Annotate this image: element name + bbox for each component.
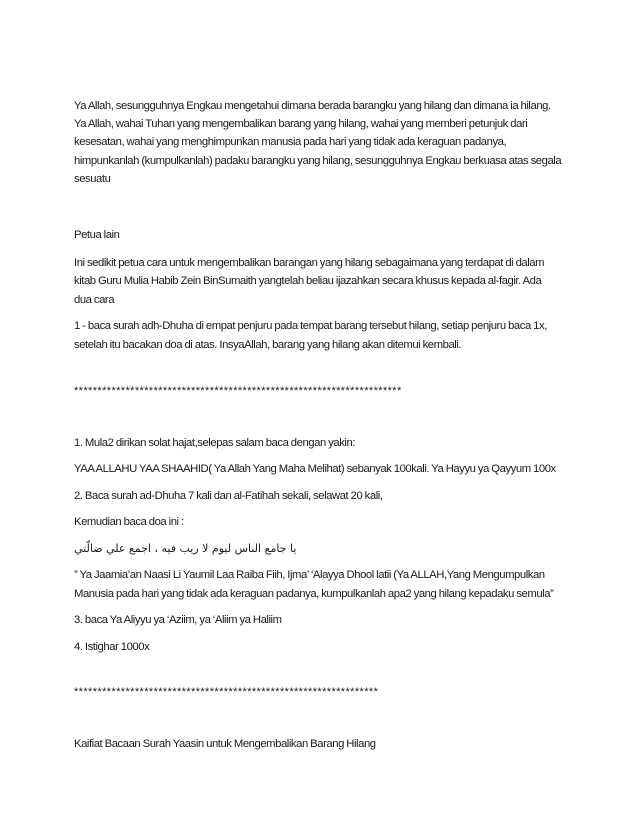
list-item-4: 4. Istighar 1000x xyxy=(74,640,150,653)
intro-line: Ya Allah, wahai Tuhan yang mengembalikan barang yang hilang, wahai yang memberi petunjuk dari xyxy=(74,118,528,131)
transliteration-paragraph xyxy=(74,566,574,603)
list-item-2: 2. Baca surah ad-Dhuha 7 kali dan al-Fatihah sekali, selawat 20 kali, xyxy=(74,489,383,502)
petua-line: Ini sedikit petua cara untuk mengembalikan barangan yang hilang sebagaimana yang terdapat di dalam xyxy=(74,256,545,269)
arabic-doa: يا جامع الناس ليوم لا ريب فيه ، اجمع علي ضالّتي xyxy=(74,541,297,555)
intro-line: sesuatu xyxy=(74,172,111,185)
intro-paragraph xyxy=(74,97,574,188)
list-item-1-dhikr: YAA ALLAHU YAA SHAAHID( Ya Allah Yang Maha Melihat) sebanyak 100kali. Ya Hayyu ya Qayyum 100x xyxy=(74,463,556,476)
petua-line: dua cara xyxy=(74,293,115,306)
separator-line: ***************************************************************** xyxy=(74,686,379,699)
step-one-line: setelah itu bacakan doa di atas. InsyaAllah, barang yang hilang akan ditemui kembali. xyxy=(74,338,462,351)
list-item-1: 1. Mula2 dirikan solat hajat,selepas salam baca dengan yakin: xyxy=(74,436,356,449)
kemudian-line: Kemudian baca doa ini : xyxy=(74,516,184,529)
transliteration-line: Manusia pada hari yang tidak ada keraguan padanya, kumpulkanlah apa2 yang hilang kepadaku semula” xyxy=(74,587,554,600)
intro-line: kesesatan, wahai yang menghimpunkan manusia pada hari yang tidak ada keraguan padanya, xyxy=(74,136,507,149)
document-body xyxy=(74,97,574,754)
step-one-line: 1 - baca surah adh-Dhuha di empat penjuru pada tempat barang tersebut hilang, setiap penjuru baca 1x, xyxy=(74,320,547,333)
petua-heading: Petua lain xyxy=(74,229,120,242)
transliteration-line: ” Ya Jaamia’an Naasi Li Yaumil Laa Raiba Fiih, Ijma’ ‘Alayya Dhool latii (Ya ALLAH,Yang Mengumpulkan xyxy=(74,568,545,581)
separator-line: ********************************************************************** xyxy=(74,384,402,397)
intro-line: Ya Allah, sesungguhnya Engkau mengetahui dimana berada barangku yang hilang dan dimana ia hilang. xyxy=(74,100,551,112)
kaifiat-heading: Kaifiat Bacaan Surah Yaasin untuk Mengembalikan Barang Hilang xyxy=(74,738,376,751)
petua-paragraph xyxy=(74,254,574,310)
list-item-3: 3. baca Ya Aliyyu ya ‘Aziim, ya ‘Aliim ya Haliim xyxy=(74,614,282,627)
petua-line: kitab Guru Mulia Habib Zein BinSumaith yangtelah beliau ijazahkan secara khusus kepada al-fagir. Ada xyxy=(74,275,542,288)
step-one-paragraph xyxy=(74,317,574,354)
intro-line: himpunkanlah (kumpulkanlah) padaku barangku yang hilang, sesungguhnya Engkau berkuasa atas segala xyxy=(74,154,562,167)
